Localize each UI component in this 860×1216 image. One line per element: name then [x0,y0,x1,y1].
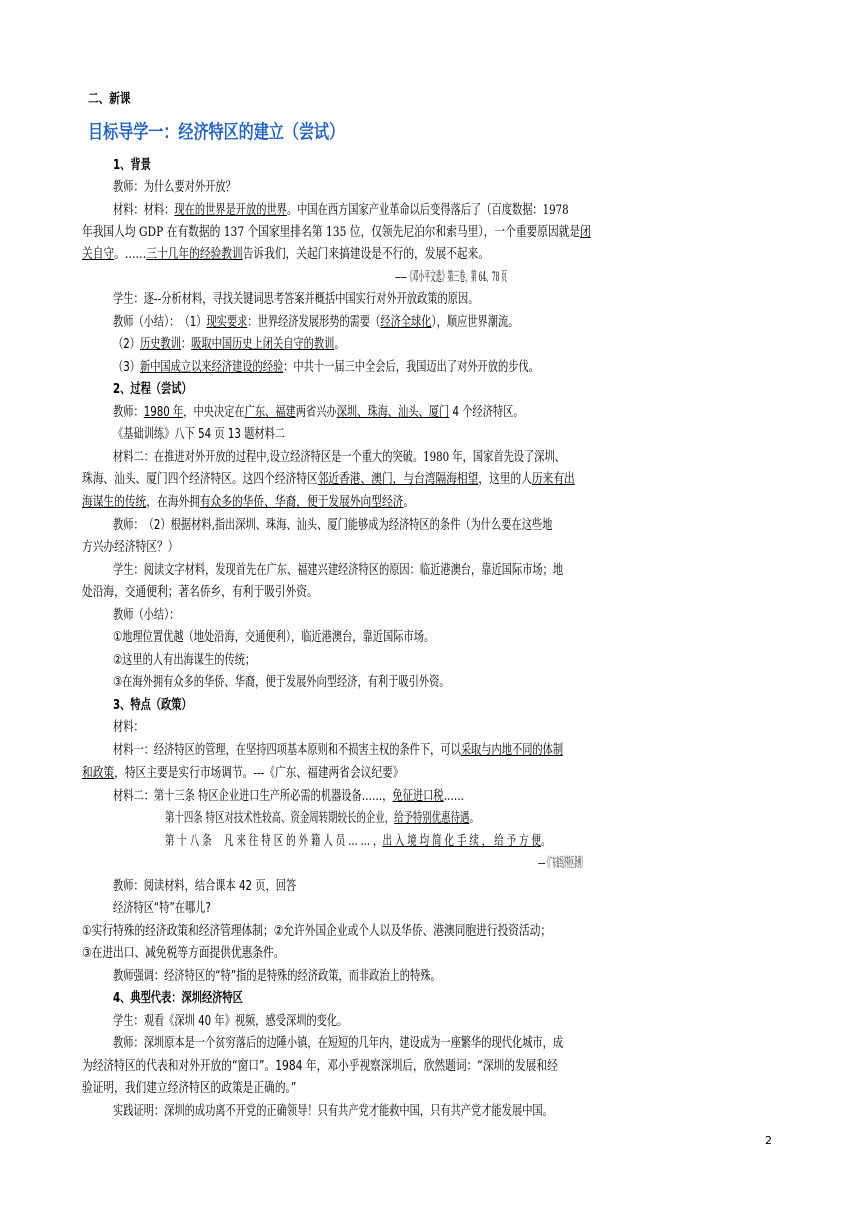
condition-item: ③在海外拥有众多的华侨、华裔，便于发展外向型经济，有利于吸引外资。 [113,675,450,690]
heading-shenzhen: 4、典型代表：深圳经济特区 [113,991,243,1006]
summary-label: 教师（小结）： [113,608,180,623]
section-title: 二、新课 [88,92,131,107]
teacher-question: 教师：为什么要对外开放？ [113,180,236,195]
teacher-text: 验证明，我们建立经济特区的政策是正确的。” [82,1081,297,1096]
material-line: 材料二：在推进对外开放的过程中,设立经济特区是一个重大的突破。1980 年，国家首先设了深圳、 [113,450,565,465]
condition-item: ②这里的人有出海谋生的传统； [113,653,256,668]
reference-text: 《基础训练》八下 54 页 13 题材料二 [113,427,286,442]
teacher-text: 为经济特区的代表和对外开放的“窗口”。1984 年，邓小乎视察深圳后，欣然题词：“深圳的发展和经 [82,1059,558,1074]
material-line: 珠海、汕头、厦门四个经济特区。这四个经济特区邻近香港、澳门，与台湾隔海相望，这里的人历来有出 [82,472,575,487]
heading-background: 1、背景 [113,158,151,173]
student-text: 学生：阅读文字材料，发现首先在广东、福建兴建经济特区的原因：临近港澳台，靠近国际市场；地 [113,563,564,578]
underline-text: 现在的世界是开放的世界 [174,203,287,218]
material-line: 海谋生的传统，在海外拥有众多的华侨、华裔，便于发展外向型经济。 [82,495,415,510]
practice-proof: 实践证明：深圳的成功离不开党的正确领导！只有共产党才能救中国，只有共产党才能发展中国。 [113,1104,553,1119]
teacher-text: 教师：1980 年，中央决定在广东、福建两省兴办深圳、珠海、汕头、厦门 4 个经济特区。 [113,405,524,420]
page-number: 2 [765,1134,772,1147]
material-line: 第十四条 特区对技术性较高、资金周转期较长的企业，给予特别优惠待遇。 [165,811,479,826]
teacher-text: 教师：阅读材料，结合课本 42 页，回答 [113,879,297,894]
teacher-text: 教师：深圳原本是一个贫穷落后的边陲小镇，在短短的几年内，建设成为一座繁华的现代化城市，成 [113,1036,564,1051]
summary-line: 教师（小结）： （1）现实要求：世界经济发展形势的需要（经济全球化），顺应世界潮流。 [113,315,519,330]
material-line: 材料一：经济特区的管理，在坚持四项基本原则和不损害主权的条件下，可以采取与内地不同的体制 [113,743,564,758]
answer-text: ③在进出口、减免税等方面提供优惠条件。 [82,946,285,961]
goal-heading: 目标导学一：经济特区的建立（尝试） [88,121,345,143]
teacher-question: 方兴办经济特区？） [82,540,179,555]
source-citation: ——《广东省经济特区条例》 [538,856,585,871]
material-line: 材料：材料：现在的世界是开放的世界。中国在西方国家产业革命以后变得落后了（百度数据：1978 [113,203,569,218]
answer-text: ①实行特殊的经济政策和经济管理体制；②允许外国企业或个人以及华侨、港澳同胞进行投资活动； [82,924,552,939]
material-line: 年我国人均 GDP 在有数据的 137 个国家里排名第 135 位，仅领先尼泊尔和索马里），一个重要原因就是闭 [82,225,591,240]
student-text: 学生：逐--分析材料，寻找关键词思考答案并概括中国实行对外开放政策的原因。 [113,292,479,307]
summary-line: （3）新中国成立以来经济建设的经验：中共十一届三中全会后，我国迈出了对外开放的步伐。 [113,360,539,375]
condition-item: ①地理位置优越（地处沿海，交通便利），临近港澳台，靠近国际市场。 [113,630,435,645]
summary-line: （2）历史教训：吸取中国历史上闭关自守的教训。 [113,337,345,352]
teacher-question: 教师： （2）根据材料,指出深圳、珠海、汕头、厦门能够成为经济特区的条件（为什么要在这些地 [113,518,553,533]
teacher-emphasis: 教师强调：经济特区的“特”指的是特殊的经济政策，而非政治上的特殊。 [113,969,441,984]
material-line: 材料二：第十三条 特区企业进口生产所必需的机器设备……，免征进口税…… [113,789,465,804]
source-citation: ——《邓小平文选》第三卷，第 64、78 页 [395,270,507,285]
heading-process: 2、过程（尝试） [113,382,192,397]
material-line: 关自守。……三十几年的经验教训告诉我们，关起门来搞建设是不行的，发展不起来。 [82,247,490,262]
heading-features: 3、特点（政策） [113,698,192,713]
material-line: 和政策，特区主要是实行市场调节。---《广东、福建两省会议纪要》 [82,766,404,781]
student-text: 处沿海，交通便利；著名侨乡，有利于吸引外资。 [82,585,318,600]
material-label: 材料： [113,720,144,735]
question-text: 经济特区“特”在哪儿? [113,901,211,916]
student-text: 学生：观看《深圳 40 年》视频，感受深圳的变化。 [113,1014,348,1029]
material-line: 第 十 八 条 凡 来 往 特 区 的 外 籍 人 员 … … ，出 入 境 均 简 化 手 续 ， 给 予 方 便。 [165,834,551,849]
